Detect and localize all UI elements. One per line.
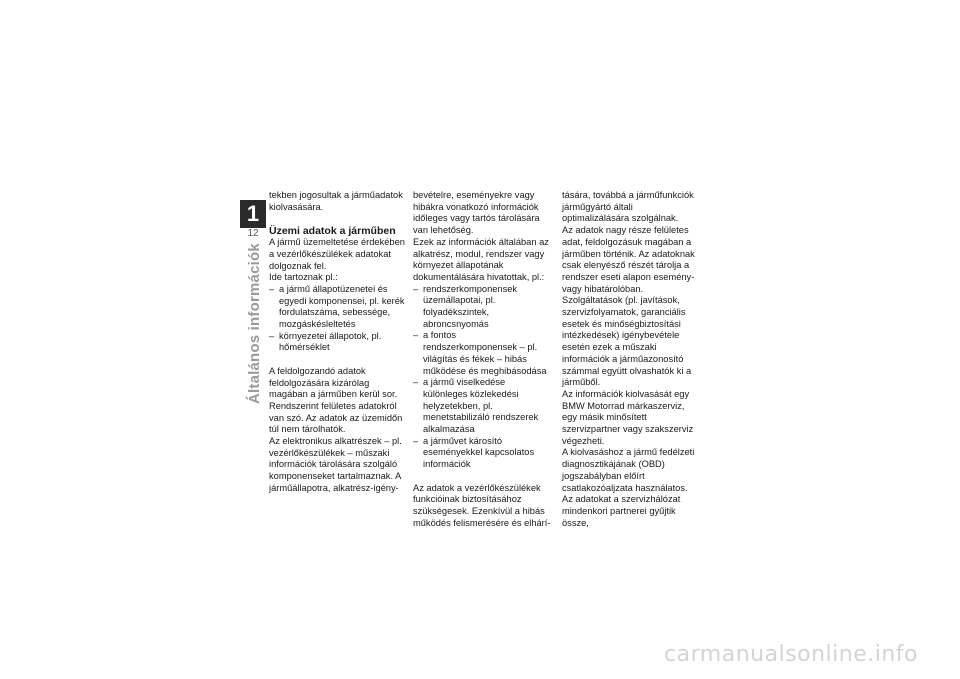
text-column-3	[562, 190, 700, 529]
bullet-list	[269, 284, 407, 354]
paragraph: tására, továbbá a járműfunkciók járműgyártó általi optimalizálására szolgálnak.	[562, 190, 694, 224]
watermark: carmanualsonline.info	[664, 642, 918, 667]
bullet-list	[413, 284, 551, 471]
chapter-side-title-text: Általános információk	[246, 243, 263, 404]
paragraph: Ide tartoznak pl.:	[269, 272, 338, 283]
list-item: – a jármű állapotüzenetei és egyedi komponensei, pl. kerék fordulatszáma, sebessége, mozgáskésleltetés	[269, 284, 407, 331]
paragraph: bevételre, eseményekre vagy hibákra vonatkozó információk időleges vagy tartós tárolására van lehetőség.	[413, 190, 540, 236]
text-column-1	[269, 190, 407, 495]
paragraph: Az adatok nagy része felületes adat, feldolgozásuk magában a járműben történik. Az adatoknak csak elenyésző részét tárolja a rendszer eseti alapon esemény- vagy hibatárolóban.	[562, 225, 695, 294]
paragraph: Szolgáltatások (pl. javítások, szervizfolyamatok, garanciális esetek és minőségbiztosítási intézkedések) igénybevétele esetén ezek a műszaki információk a járműazonosító számmal együtt olvashatók ki a járműből.	[562, 295, 692, 388]
paragraph: Az elektronikus alkatrészek – pl. vezérlőkészülékek – műszaki információk tárolására szolgáló komponenseket tartalmaznak. A járműállapotra, alkatrész-igény-	[269, 436, 402, 493]
page-number: 12	[247, 228, 259, 239]
paragraph: Az adatok a vezérlőkészülékek funkcióinak biztosításához szükségesek. Ezenkívül a hibás működés felismerésére és elhárí-	[413, 482, 551, 528]
paragraph: Az adatokat a szervizhálózat mindenkori partnerei gyűjtik össze,	[562, 494, 681, 528]
paragraph: tekben jogosultak a járműadatok kiolvasására.	[269, 190, 403, 212]
list-item: – a jármű viselkedése különleges közlekedési helyzetekben, pl. menetstabilizáló rendszerek alkalmazása	[413, 377, 551, 436]
paragraph: Az információk kiolvasását egy BMW Motorrad márkaszerviz, egy másik minősített szervizpartner vagy szakszerviz végezheti.	[562, 388, 694, 446]
list-item: – rendszerkomponensek üzemállapotai, pl. folyadékszintek, abroncsnyomás	[413, 284, 551, 331]
list-item: – a járművet károsító eseményekkel kapcsolatos információk	[413, 436, 551, 471]
text-column-2	[413, 190, 551, 529]
list-item: – környezetei állapotok, pl. hőmérséklet	[269, 331, 407, 354]
paragraph: A jármű üzemeltetése érdekében a vezérlőkészülékek adatokat dolgoznak fel.	[269, 237, 405, 271]
paragraph: Ezek az információk általában az alkatrész, modul, rendszer vagy környezet állapotának dokumentálására hivatottak, pl.:	[413, 236, 549, 282]
chapter-number-tab: 1	[240, 200, 266, 228]
paragraph: A feldolgozandó adatok feldolgozására kizárólag magában a járműben kerül sor. Rendszerint felületes adatokról van szó. Az adatok az üzemidőn túl nem tárolhatók.	[269, 365, 403, 435]
paragraph: A kiolvasáshoz a jármű fedélzeti diagnosztikájának (OBD) jogszabályban előírt csatlakozóaljzata használatos.	[562, 447, 695, 493]
section-heading: Üzemi adatok a járműben	[269, 225, 396, 238]
list-item: – a fontos rendszerkomponensek – pl. világítás és fékek – hibás működése és meghibásodása	[413, 330, 551, 377]
